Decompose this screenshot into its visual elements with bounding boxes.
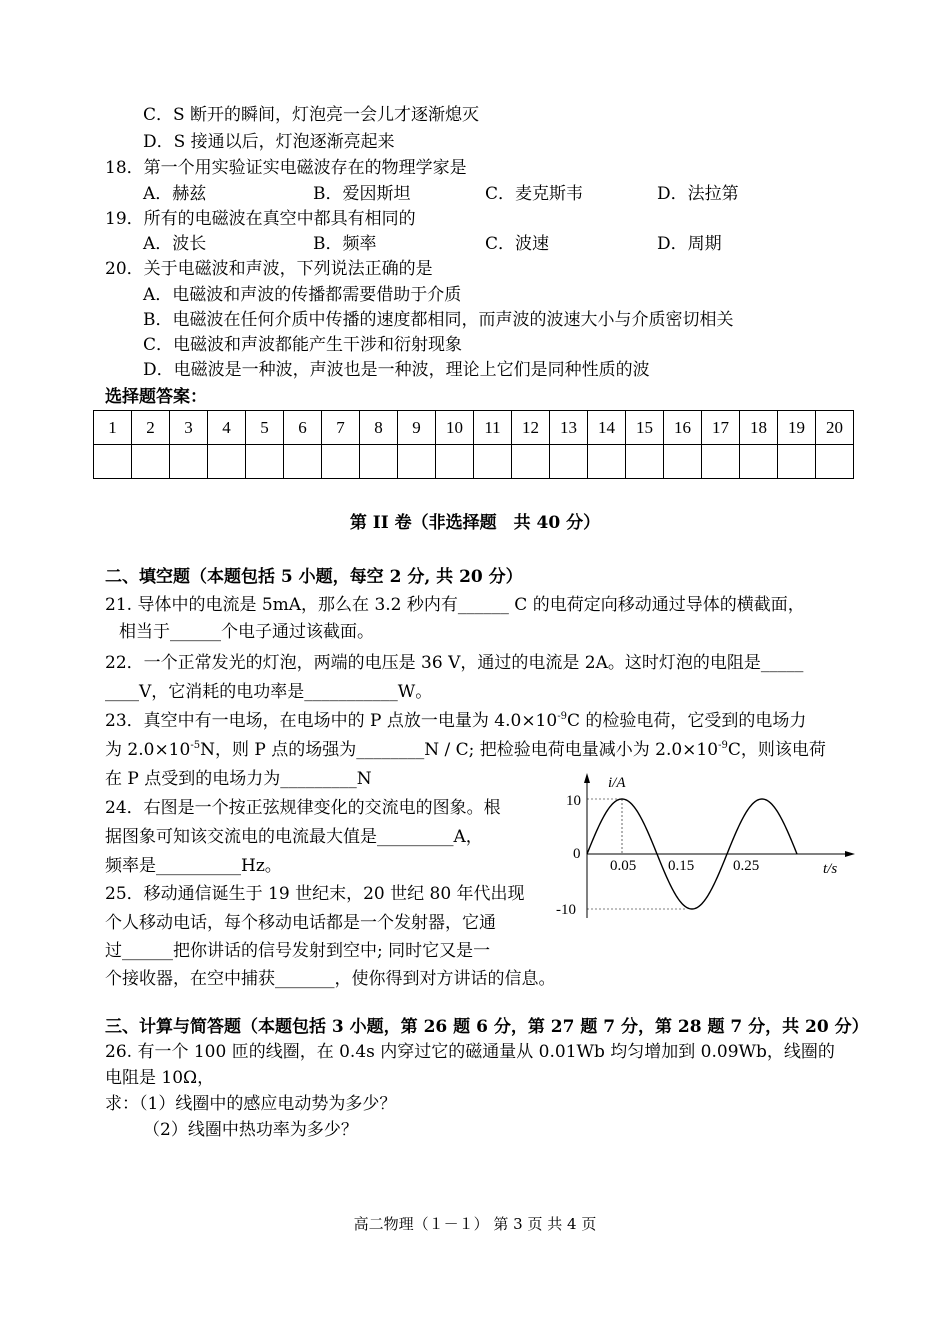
answer-number-cell: 12 bbox=[512, 411, 550, 445]
answer-number-cell: 5 bbox=[246, 411, 284, 445]
answer-number-cell: 14 bbox=[588, 411, 626, 445]
q26-line-4: （2）线圈中热功率为多少？ bbox=[143, 1120, 358, 1140]
answer-blank-cell[interactable] bbox=[398, 445, 436, 479]
q17-option-d: D．S 接通以后，灯泡逐渐亮起来 bbox=[143, 132, 395, 152]
answer-blank-cell[interactable] bbox=[208, 445, 246, 479]
answer-blank-cell[interactable] bbox=[664, 445, 702, 479]
q23-line-1: 23．真空中有一电场，在电场中的 P 点放一电量为 $4.0\times 10^{-9}C$ 的检验电荷，它受到的电场力 bbox=[105, 711, 807, 731]
answer-number-cell: 10 bbox=[436, 411, 474, 445]
answer-number-cell: 11 bbox=[474, 411, 512, 445]
q18-option-d: D．法拉第 bbox=[657, 184, 739, 204]
q19-option-b: B．频率 bbox=[313, 234, 377, 254]
q20-option-b: B．电磁波在任何介质中传播的速度都相同，而声波的波速大小与介质密切相关 bbox=[143, 310, 734, 330]
q25-line-1: 25．移动通信诞生于 19 世纪末，20 世纪 80 年代出现 bbox=[105, 884, 525, 904]
graph-x-tick-005: 0.05 bbox=[610, 858, 637, 874]
q20-option-a: A．电磁波和声波的传播都需要借助于介质 bbox=[143, 285, 462, 305]
answer-blank-cell[interactable] bbox=[170, 445, 208, 479]
answer-number-cell: 13 bbox=[550, 411, 588, 445]
q19-stem: 19．所有的电磁波在真空中都具有相同的 bbox=[105, 209, 416, 229]
answer-blank-cell[interactable] bbox=[360, 445, 398, 479]
q18-option-a: A．赫兹 bbox=[143, 184, 207, 204]
answer-table bbox=[93, 410, 854, 479]
page-footer: 高二物理（１－１） 第 3 页 共 4 页 bbox=[353, 1215, 597, 1233]
q25-line-3: 过______把你讲话的信号发射到空中; 同时它又是一 bbox=[105, 941, 491, 961]
q22-line-1: 22．一个正常发光的灯泡，两端的电压是 36 V，通过的电流是 2A。这时灯泡的电阻是_____ bbox=[105, 653, 804, 673]
answer-blank-cell[interactable] bbox=[474, 445, 512, 479]
answer-number-cell: 3 bbox=[170, 411, 208, 445]
q21-line-1: 21. 导体中的电流是 5mA，那么在 3.2 秒内有______ C 的电荷定向移动通过导体的横截面， bbox=[105, 595, 805, 615]
answer-blank-cell[interactable] bbox=[816, 445, 854, 479]
q19-option-d: D．周期 bbox=[657, 234, 722, 254]
q20-option-c: C．电磁波和声波都能产生干涉和衍射现象 bbox=[143, 335, 463, 355]
q19-option-a: A．波长 bbox=[143, 234, 207, 254]
current-time-graph bbox=[555, 765, 860, 925]
answer-blank-cell[interactable] bbox=[512, 445, 550, 479]
q18-option-b: B．爱因斯坦 bbox=[313, 184, 411, 204]
graph-y-tick-neg10: -10 bbox=[556, 902, 576, 918]
q18-option-c: C．麦克斯韦 bbox=[485, 184, 584, 204]
q26-line-2: 电阻是 10Ω， bbox=[105, 1068, 215, 1088]
answer-blank-cell[interactable] bbox=[702, 445, 740, 479]
q25-line-4: 个接收器，在空中捕获_______，使你得到对方讲话的信息。 bbox=[105, 969, 556, 989]
q26-line-3: 求：（1）线圈中的感应电动势为多少？ bbox=[105, 1094, 397, 1114]
graph-y-arrow bbox=[584, 773, 590, 783]
section2-title: 二、填空题（本题包括 5 小题，每空 2 分, 共 20 分） bbox=[105, 567, 523, 587]
answer-blank-cell[interactable] bbox=[246, 445, 284, 479]
graph-y-label: i/A bbox=[608, 775, 626, 791]
answer-table-title: 选择题答案： bbox=[105, 387, 207, 407]
q26-line-1: 26. 有一个 100 匝的线圈，在 0.4s 内穿过它的磁通量从 0.01Wb 均匀增加到 0.09Wb，线圈的 bbox=[105, 1042, 835, 1062]
answer-number-cell: 8 bbox=[360, 411, 398, 445]
q24-line-2: 据图象可知该交流电的电流最大值是_________A， bbox=[105, 827, 483, 847]
q23-line-3: 在 P 点受到的电场力为_________N bbox=[105, 769, 372, 789]
answer-number-cell: 9 bbox=[398, 411, 436, 445]
answer-blank-cell[interactable] bbox=[550, 445, 588, 479]
answer-blank-cell[interactable] bbox=[778, 445, 816, 479]
q20-option-d: D．电磁波是一种波，声波也是一种波，理论上它们是同种性质的波 bbox=[143, 360, 650, 380]
graph-y-tick-10: 10 bbox=[566, 793, 581, 809]
answer-blank-cell[interactable] bbox=[94, 445, 132, 479]
answer-table-number-row bbox=[94, 411, 854, 445]
answer-number-cell: 15 bbox=[626, 411, 664, 445]
answer-number-cell: 19 bbox=[778, 411, 816, 445]
graph-x-arrow bbox=[845, 851, 855, 857]
answer-blank-cell[interactable] bbox=[436, 445, 474, 479]
answer-number-cell: 2 bbox=[132, 411, 170, 445]
answer-table-blank-row bbox=[94, 445, 854, 479]
q18-stem: 18．第一个用实验证实电磁波存在的物理学家是 bbox=[105, 158, 467, 178]
answer-number-cell: 20 bbox=[816, 411, 854, 445]
section3-title: 三、计算与简答题（本题包括 3 小题，第 26 题 6 分，第 27 题 7 分，第 28 题 7 分，共 20 分） bbox=[105, 1017, 869, 1037]
answer-blank-cell[interactable] bbox=[132, 445, 170, 479]
graph-x-tick-025: 0.25 bbox=[733, 858, 760, 874]
q23-line-2: 为 $2.0\times 10^{-5}N$，则 P 点的场强为________N / C; 把检验电荷电量减小为 $2.0\times 10^{-9}C$，则该电荷 bbox=[105, 740, 826, 760]
answer-number-cell: 16 bbox=[664, 411, 702, 445]
answer-number-cell: 6 bbox=[284, 411, 322, 445]
answer-blank-cell[interactable] bbox=[740, 445, 778, 479]
answer-number-cell: 1 bbox=[94, 411, 132, 445]
part2-title: 第 II 卷（非选择题 共 40 分） bbox=[349, 513, 601, 533]
q24-line-3: 频率是__________Hz。 bbox=[105, 856, 282, 876]
answer-number-cell: 7 bbox=[322, 411, 360, 445]
answer-blank-cell[interactable] bbox=[322, 445, 360, 479]
answer-blank-cell[interactable] bbox=[284, 445, 322, 479]
q24-line-1: 24．右图是一个按正弦规律变化的交流电的图象。根 bbox=[105, 798, 501, 818]
q17-option-c: C．S 断开的瞬间，灯泡亮一会儿才逐渐熄灭 bbox=[143, 105, 480, 125]
q25-line-2: 个人移动电话，每个移动电话都是一个发射器，它通 bbox=[105, 913, 496, 933]
graph-x-label: t/s bbox=[823, 861, 838, 877]
q19-option-c: C．波速 bbox=[485, 234, 550, 254]
q20-stem: 20．关于电磁波和声波，下列说法正确的是 bbox=[105, 259, 433, 279]
graph-origin-label: 0 bbox=[573, 846, 581, 862]
answer-number-cell: 4 bbox=[208, 411, 246, 445]
answer-number-cell: 18 bbox=[740, 411, 778, 445]
answer-blank-cell[interactable] bbox=[588, 445, 626, 479]
answer-number-cell: 17 bbox=[702, 411, 740, 445]
graph-x-tick-015: 0.15 bbox=[668, 858, 695, 874]
q21-line-2: 相当于______个电子通过该截面。 bbox=[119, 622, 374, 642]
q22-line-2: ____V，它消耗的电功率是___________W。 bbox=[105, 682, 433, 702]
answer-blank-cell[interactable] bbox=[626, 445, 664, 479]
